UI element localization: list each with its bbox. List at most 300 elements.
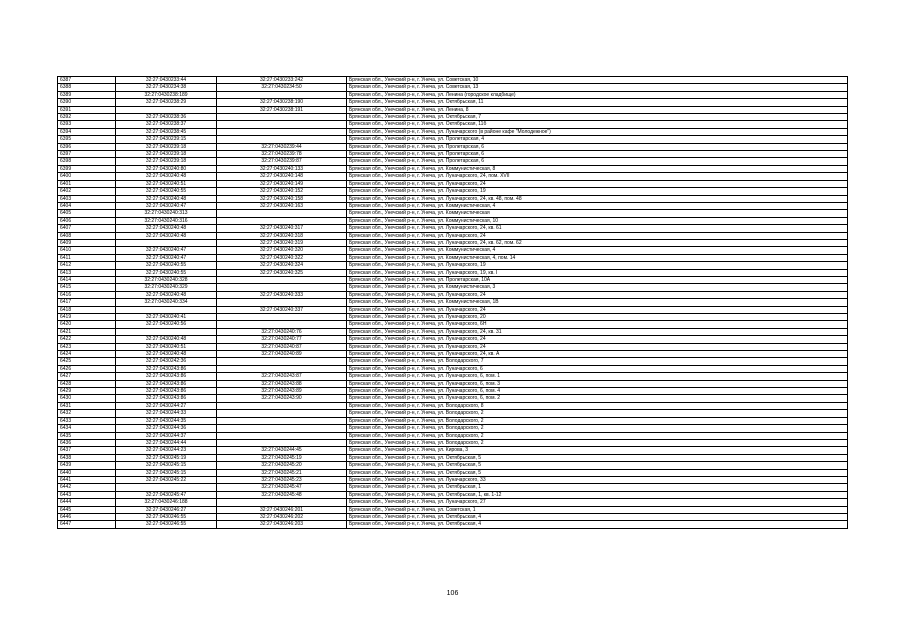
cell-address: Брянская обл., Унечский р-н, г. Унеча, ул. Луначарского, 24, пом. XVII bbox=[347, 173, 848, 180]
cell-id: 6423 bbox=[58, 343, 116, 350]
cell-address: Брянская обл., Унечский р-н, г. Унеча, ул. Октябрьская, 5 bbox=[347, 462, 848, 469]
table-row bbox=[58, 417, 848, 424]
cell-cadastral-2 bbox=[217, 417, 347, 424]
table-row bbox=[58, 462, 848, 469]
cell-id: 6405 bbox=[58, 210, 116, 217]
cell-cadastral-2: 32:27:0430239:87 bbox=[217, 158, 347, 165]
cell-address: Брянская обл., Унечский р-н, г. Унеча, ул. Володарского, 2 bbox=[347, 439, 848, 446]
cell-cadastral-1: 32:27:0430240:47 bbox=[116, 254, 217, 261]
cell-address: Брянская обл., Унечский р-н, г. Унеча, ул. Луначарского, 6Н bbox=[347, 321, 848, 328]
table-row bbox=[58, 276, 848, 283]
cell-id: 6438 bbox=[58, 454, 116, 461]
cell-id: 6391 bbox=[58, 106, 116, 113]
cell-address: Брянская обл., Унечский р-н, г. Унеча, ул. Луначарского, 19 bbox=[347, 188, 848, 195]
cell-cadastral-1: 32:27:0430240:329 bbox=[116, 284, 217, 291]
cell-id: 6418 bbox=[58, 306, 116, 313]
cell-address: Брянская обл., Унечский р-н, г. Унеча, ул. Луначарского, 24 bbox=[347, 336, 848, 343]
cell-cadastral-1: 32:27:0430234:38 bbox=[116, 84, 217, 91]
cell-address: Брянская обл., Унечский р-н, г. Унеча, ул. Пролетарская, 4 bbox=[347, 136, 848, 143]
cell-cadastral-2: 32:27:0430240:76 bbox=[217, 328, 347, 335]
cell-cadastral-1: 32:27:0430240:48 bbox=[116, 195, 217, 202]
cell-cadastral-1: 32:27:0430246:55 bbox=[116, 513, 217, 520]
cell-cadastral-2 bbox=[217, 114, 347, 121]
cadastral-table bbox=[57, 76, 848, 529]
cell-cadastral-1: 32:27:0430243:86 bbox=[116, 373, 217, 380]
cell-cadastral-2 bbox=[217, 284, 347, 291]
cell-cadastral-1: 32:27:0430245:15 bbox=[116, 469, 217, 476]
cell-cadastral-1: 32:27:0430240:313 bbox=[116, 210, 217, 217]
cell-cadastral-2 bbox=[217, 91, 347, 98]
table-row bbox=[58, 84, 848, 91]
cell-address: Брянская обл., Унечский р-н, г. Унеча, ул. Октябрьская, 1 bbox=[347, 484, 848, 491]
cell-cadastral-1: 32:27:0430246:188 bbox=[116, 499, 217, 506]
table-row bbox=[58, 99, 848, 106]
cell-cadastral-2: 32:27:0430240:89 bbox=[217, 351, 347, 358]
cell-address: Брянская обл., Унечский р-н, г. Унеча, ул. Пролетарская, 6 bbox=[347, 143, 848, 150]
cell-cadastral-1: 32:27:0430243:86 bbox=[116, 395, 217, 402]
table-row bbox=[58, 269, 848, 276]
cell-cadastral-2 bbox=[217, 358, 347, 365]
cell-cadastral-2: 32:27:0430244:45 bbox=[217, 447, 347, 454]
table-row bbox=[58, 454, 848, 461]
cell-address: Брянская обл., Унечский р-н, г. Унеча, ул. Коммунистическая, 8 bbox=[347, 165, 848, 172]
cell-id: 6426 bbox=[58, 365, 116, 372]
table-row bbox=[58, 358, 848, 365]
cell-cadastral-1: 32:27:0430238:36 bbox=[116, 114, 217, 121]
cell-cadastral-1: 32:27:0430243:86 bbox=[116, 365, 217, 372]
table-row bbox=[58, 143, 848, 150]
table-body bbox=[58, 77, 848, 529]
cell-address: Брянская обл., Унечский р-н, г. Унеча, ул. Октябрьская, 5 bbox=[347, 469, 848, 476]
cell-id: 6416 bbox=[58, 291, 116, 298]
cell-address: Брянская обл., Унечский р-н, г. Унеча, ул. Луначарского, 6, пом. 3 bbox=[347, 380, 848, 387]
cell-address: Брянская обл., Унечский р-н, г. Унеча, ул. Коммунистическая, 1В bbox=[347, 299, 848, 306]
cell-id: 6436 bbox=[58, 439, 116, 446]
cell-cadastral-2 bbox=[217, 210, 347, 217]
cell-cadastral-2: 32:27:0430240:87 bbox=[217, 343, 347, 350]
cell-address: Брянская обл., Унечский р-н, г. Унеча, ул. Луначарского, 24, кв. А bbox=[347, 351, 848, 358]
table-row bbox=[58, 262, 848, 269]
cell-cadastral-1: 32:27:0430240:55 bbox=[116, 262, 217, 269]
cell-cadastral-1: 32:27:0430240:328 bbox=[116, 276, 217, 283]
cell-id: 6392 bbox=[58, 114, 116, 121]
cell-cadastral-1 bbox=[116, 306, 217, 313]
table-row bbox=[58, 158, 848, 165]
cell-cadastral-2 bbox=[217, 432, 347, 439]
page-number: 106 bbox=[446, 590, 459, 597]
cell-cadastral-2: 32:27:0430239:78 bbox=[217, 151, 347, 158]
cell-cadastral-2 bbox=[217, 217, 347, 224]
cell-cadastral-2: 32:27:0430240:77 bbox=[217, 336, 347, 343]
cell-address: Брянская обл., Унечский р-н, г. Унеча, ул. Ленина (городское кладбище) bbox=[347, 91, 848, 98]
cell-cadastral-2: 32:27:0430245:48 bbox=[217, 491, 347, 498]
table-row bbox=[58, 173, 848, 180]
table-row bbox=[58, 217, 848, 224]
cell-cadastral-1: 32:27:0430239:18 bbox=[116, 143, 217, 150]
cell-address: Брянская обл., Унечский р-н, г. Унеча, ул. Володарского, 2 bbox=[347, 410, 848, 417]
cell-cadastral-2: 32:27:0430234:50 bbox=[217, 84, 347, 91]
cell-cadastral-2 bbox=[217, 425, 347, 432]
cell-cadastral-2: 32:27:0430246:202 bbox=[217, 513, 347, 520]
cell-cadastral-2: 32:27:0430240:318 bbox=[217, 232, 347, 239]
cell-id: 6445 bbox=[58, 506, 116, 513]
cell-cadastral-2: 32:27:0430245:21 bbox=[217, 469, 347, 476]
cell-address: Брянская обл., Унечский р-н, г. Унеча, ул. Кирова, 3 bbox=[347, 447, 848, 454]
cell-cadastral-1: 32:27:0430245:22 bbox=[116, 476, 217, 483]
cell-id: 6412 bbox=[58, 262, 116, 269]
table-row bbox=[58, 513, 848, 520]
cell-id: 6399 bbox=[58, 165, 116, 172]
cell-cadastral-1: 32:27:0430246:55 bbox=[116, 521, 217, 528]
cell-cadastral-1: 32:27:0430238:45 bbox=[116, 128, 217, 135]
cell-id: 6415 bbox=[58, 284, 116, 291]
cell-address: Брянская обл., Унечский р-н, г. Унеча, ул. Луначарского, 24 bbox=[347, 291, 848, 298]
cell-cadastral-1: 32:27:0430240:334 bbox=[116, 299, 217, 306]
cell-address: Брянская обл., Унечский р-н, г. Унеча, ул. Луначарского, 24 bbox=[347, 232, 848, 239]
cell-id: 6439 bbox=[58, 462, 116, 469]
table-row bbox=[58, 476, 848, 483]
cell-cadastral-1: 32:27:0430245:19 bbox=[116, 454, 217, 461]
cell-cadastral-1: 32:27:0430240:48 bbox=[116, 232, 217, 239]
cell-cadastral-2: 32:27:0430240:152 bbox=[217, 188, 347, 195]
cell-id: 6425 bbox=[58, 358, 116, 365]
table-row bbox=[58, 128, 848, 135]
cell-id: 6417 bbox=[58, 299, 116, 306]
cell-id: 6414 bbox=[58, 276, 116, 283]
table-row bbox=[58, 351, 848, 358]
table-row bbox=[58, 484, 848, 491]
cell-cadastral-2: 32:27:0430240:324 bbox=[217, 262, 347, 269]
cell-address: Брянская обл., Унечский р-н, г. Унеча, ул. Луначарского, 19, кв. I bbox=[347, 269, 848, 276]
cell-cadastral-2: 32:27:0430243:87 bbox=[217, 373, 347, 380]
table-row bbox=[58, 373, 848, 380]
table-row bbox=[58, 114, 848, 121]
table-row bbox=[58, 328, 848, 335]
cell-cadastral-2 bbox=[217, 128, 347, 135]
cell-cadastral-1: 32:27:0430240:55 bbox=[116, 269, 217, 276]
cell-id: 6397 bbox=[58, 151, 116, 158]
cell-cadastral-2: 32:27:0430243:88 bbox=[217, 380, 347, 387]
cell-id: 6419 bbox=[58, 314, 116, 321]
cell-id: 6394 bbox=[58, 128, 116, 135]
cell-cadastral-1: 32:27:0430244:44 bbox=[116, 439, 217, 446]
cell-address: Брянская обл., Унечский р-н, г. Унеча, ул. Советская, 13 bbox=[347, 84, 848, 91]
cell-address: Брянская обл., Унечский р-н, г. Унеча, ул. Луначарского, 33 bbox=[347, 476, 848, 483]
cell-cadastral-2: 32:27:0430246:203 bbox=[217, 521, 347, 528]
cell-address: Брянская обл., Унечский р-н, г. Унеча, ул. Коммунистическая, 4, пом. 14 bbox=[347, 254, 848, 261]
cell-id: 6390 bbox=[58, 99, 116, 106]
cell-id: 6407 bbox=[58, 225, 116, 232]
table-row bbox=[58, 425, 848, 432]
cell-cadastral-2: 32:27:0430246:201 bbox=[217, 506, 347, 513]
cell-cadastral-1: 32:27:0430239:18 bbox=[116, 151, 217, 158]
cell-address: Брянская обл., Унечский р-н, г. Унеча, ул. Октябрьская, 11 bbox=[347, 99, 848, 106]
cell-id: 6420 bbox=[58, 321, 116, 328]
cell-cadastral-1: 32:27:0430240:316 bbox=[116, 217, 217, 224]
table-row bbox=[58, 151, 848, 158]
cell-cadastral-2: 32:27:0430240:337 bbox=[217, 306, 347, 313]
cell-address: Брянская обл., Унечский р-н, г. Унеча, ул. Октябрьская, 5 bbox=[347, 454, 848, 461]
cell-address: Брянская обл., Унечский р-н, г. Унеча, ул. Октябрьская, 4 bbox=[347, 513, 848, 520]
cell-cadastral-1: 32:27:0430240:51 bbox=[116, 180, 217, 187]
cell-cadastral-2: 32:27:0430240:320 bbox=[217, 247, 347, 254]
cell-address: Брянская обл., Унечский р-н, г. Унеча, ул. Луначарского, 24 bbox=[347, 180, 848, 187]
cell-id: 6395 bbox=[58, 136, 116, 143]
cell-cadastral-1: 32:27:0430240:51 bbox=[116, 343, 217, 350]
cell-id: 6408 bbox=[58, 232, 116, 239]
table-row bbox=[58, 432, 848, 439]
cell-address: Брянская обл., Унечский р-н, г. Унеча, ул. Луначарского, 24, кв. 31 bbox=[347, 328, 848, 335]
cell-cadastral-1: 32:27:0430240:47 bbox=[116, 202, 217, 209]
cell-address: Брянская обл., Унечский р-н, г. Унеча, ул. Советская, 1 bbox=[347, 506, 848, 513]
cell-cadastral-2: 32:27:0430243:90 bbox=[217, 395, 347, 402]
table-row bbox=[58, 343, 848, 350]
cell-cadastral-1: 32:27:0430244:23 bbox=[116, 447, 217, 454]
table-row bbox=[58, 165, 848, 172]
table-row bbox=[58, 388, 848, 395]
cell-cadastral-2 bbox=[217, 276, 347, 283]
cell-cadastral-2 bbox=[217, 136, 347, 143]
cell-cadastral-2 bbox=[217, 321, 347, 328]
table-row bbox=[58, 239, 848, 246]
cell-address: Брянская обл., Унечский р-н, г. Унеча, ул. Луначарского, 6, пом. 2 bbox=[347, 395, 848, 402]
cell-id: 6413 bbox=[58, 269, 116, 276]
cell-address: Брянская обл., Унечский р-н, г. Унеча, ул. Пролетарская, 10А bbox=[347, 276, 848, 283]
cell-cadastral-1: 32:27:0430240:56 bbox=[116, 321, 217, 328]
cell-cadastral-2 bbox=[217, 121, 347, 128]
cell-cadastral-2: 32:27:0430240:325 bbox=[217, 269, 347, 276]
cell-cadastral-1 bbox=[116, 484, 217, 491]
cell-cadastral-1: 32:27:0430240:80 bbox=[116, 165, 217, 172]
table-row bbox=[58, 180, 848, 187]
cell-address: Брянская обл., Унечский р-н, г. Унеча, ул. Луначарского, 24, кв. 62, пом. 62 bbox=[347, 239, 848, 246]
cell-id: 6404 bbox=[58, 202, 116, 209]
table-row bbox=[58, 469, 848, 476]
cell-address: Брянская обл., Унечский р-н, г. Унеча, ул. Советская, 10 bbox=[347, 77, 848, 84]
cell-id: 6400 bbox=[58, 173, 116, 180]
cell-address: Брянская обл., Унечский р-н, г. Унеча, ул. Ленина, 8 bbox=[347, 106, 848, 113]
cell-address: Брянская обл., Унечский р-н, г. Унеча, ул. Луначарского, 27 bbox=[347, 499, 848, 506]
cell-cadastral-1: 32:27:0430239:15 bbox=[116, 136, 217, 143]
cell-id: 6433 bbox=[58, 417, 116, 424]
table-row bbox=[58, 321, 848, 328]
cell-cadastral-1: 32:27:0430245:47 bbox=[116, 491, 217, 498]
cell-cadastral-2: 32:27:0430240:149 bbox=[217, 180, 347, 187]
cell-cadastral-2 bbox=[217, 299, 347, 306]
cell-id: 6410 bbox=[58, 247, 116, 254]
cell-cadastral-1: 32:27:0430244:35 bbox=[116, 417, 217, 424]
cell-address: Брянская обл., Унечский р-н, г. Унеча, ул. Володарского, 8 bbox=[347, 402, 848, 409]
cell-cadastral-1: 32:27:0430244:27 bbox=[116, 402, 217, 409]
cell-address: Брянская обл., Унечский р-н, г. Унеча, ул. Коммунистическая, 3 bbox=[347, 284, 848, 291]
cell-address: Брянская обл., Унечский р-н, г. Унеча, ул. Пролетарская, 6 bbox=[347, 158, 848, 165]
cell-address: Брянская обл., Унечский р-н, г. Унеча, ул. Октябрьская, 7 bbox=[347, 114, 848, 121]
cell-cadastral-2: 32:27:0430240:333 bbox=[217, 291, 347, 298]
cell-id: 6434 bbox=[58, 425, 116, 432]
cell-id: 6393 bbox=[58, 121, 116, 128]
table-row bbox=[58, 210, 848, 217]
table-row bbox=[58, 254, 848, 261]
cell-cadastral-1: 32:27:0430244:36 bbox=[116, 425, 217, 432]
cell-cadastral-1: 32:27:0430239:18 bbox=[116, 158, 217, 165]
cell-cadastral-1: 32:27:0430240:48 bbox=[116, 225, 217, 232]
cell-cadastral-1: 32:27:0430240:41 bbox=[116, 314, 217, 321]
cell-cadastral-2: 32:27:0430240:163 bbox=[217, 202, 347, 209]
table-row bbox=[58, 306, 848, 313]
table-row bbox=[58, 121, 848, 128]
cell-id: 6427 bbox=[58, 373, 116, 380]
cell-id: 6446 bbox=[58, 513, 116, 520]
cell-id: 6411 bbox=[58, 254, 116, 261]
cell-cadastral-1: 32:27:0430240:55 bbox=[116, 188, 217, 195]
cell-id: 6421 bbox=[58, 328, 116, 335]
cell-cadastral-1: 32:27:0430233:44 bbox=[116, 77, 217, 84]
cell-cadastral-2 bbox=[217, 314, 347, 321]
cell-address: Брянская обл., Унечский р-н, г. Унеча, ул. Пролетарская, 6 bbox=[347, 151, 848, 158]
cell-id: 6431 bbox=[58, 402, 116, 409]
cell-id: 6398 bbox=[58, 158, 116, 165]
cell-cadastral-2: 32:27:0430245:23 bbox=[217, 476, 347, 483]
cell-cadastral-2: 32:27:0430233:242 bbox=[217, 77, 347, 84]
cell-cadastral-1: 32:27:0430244:33 bbox=[116, 410, 217, 417]
cell-id: 6387 bbox=[58, 77, 116, 84]
document-table-container bbox=[57, 76, 847, 529]
cell-cadastral-1: 32:27:0430240:48 bbox=[116, 336, 217, 343]
table-row bbox=[58, 106, 848, 113]
table-row bbox=[58, 410, 848, 417]
cell-id: 6406 bbox=[58, 217, 116, 224]
cell-cadastral-1: 32:27:0430238:189 bbox=[116, 91, 217, 98]
table-row bbox=[58, 136, 848, 143]
cell-id: 6430 bbox=[58, 395, 116, 402]
table-row bbox=[58, 491, 848, 498]
cell-address: Брянская обл., Унечский р-н, г. Унеча, ул. Володарского, 2 bbox=[347, 432, 848, 439]
cell-cadastral-1: 32:27:0430243:86 bbox=[116, 388, 217, 395]
table-row bbox=[58, 336, 848, 343]
cell-cadastral-2: 32:27:0430240:322 bbox=[217, 254, 347, 261]
table-row bbox=[58, 395, 848, 402]
cell-id: 6444 bbox=[58, 499, 116, 506]
cell-id: 6422 bbox=[58, 336, 116, 343]
cell-cadastral-2 bbox=[217, 410, 347, 417]
cell-cadastral-2 bbox=[217, 365, 347, 372]
cell-cadastral-2: 32:27:0430240:148 bbox=[217, 173, 347, 180]
cell-address: Брянская обл., Унечский р-н, г. Унеча, ул. Октябрьская, 11б bbox=[347, 121, 848, 128]
cell-cadastral-2: 32:27:0430245:19 bbox=[217, 454, 347, 461]
cell-address: Брянская обл., Унечский р-н, г. Унеча, ул. Луначарского, 19 bbox=[347, 262, 848, 269]
cell-id: 6409 bbox=[58, 239, 116, 246]
table-row bbox=[58, 439, 848, 446]
cell-address: Брянская обл., Унечский р-н, г. Унеча, ул. Луначарского, 20 bbox=[347, 314, 848, 321]
cell-id: 6402 bbox=[58, 188, 116, 195]
table-row bbox=[58, 506, 848, 513]
cell-cadastral-1: 32:27:0430240:48 bbox=[116, 173, 217, 180]
cell-cadastral-1: 32:27:0430244:37 bbox=[116, 432, 217, 439]
table-row bbox=[58, 188, 848, 195]
cell-id: 6396 bbox=[58, 143, 116, 150]
cell-id: 6401 bbox=[58, 180, 116, 187]
cell-id: 6428 bbox=[58, 380, 116, 387]
cell-address: Брянская обл., Унечский р-н, г. Унеча, ул. Луначарского, 24 bbox=[347, 306, 848, 313]
cell-address: Брянская обл., Унечский р-н, г. Унеча, ул. Луначарского, 6 bbox=[347, 365, 848, 372]
cell-cadastral-1: 32:27:0430246:27 bbox=[116, 506, 217, 513]
table-row bbox=[58, 499, 848, 506]
table-row bbox=[58, 380, 848, 387]
cell-address: Брянская обл., Унечский р-н, г. Унеча, ул. Володарского, 2 bbox=[347, 425, 848, 432]
table-row bbox=[58, 284, 848, 291]
table-row bbox=[58, 247, 848, 254]
cell-cadastral-1: 32:27:0430245:15 bbox=[116, 462, 217, 469]
cell-address: Брянская обл., Унечский р-н, г. Унеча, ул. Коммунистическая bbox=[347, 210, 848, 217]
cell-id: 6441 bbox=[58, 476, 116, 483]
cell-address: Брянская обл., Унечский р-н, г. Унеча, ул. Луначарского, 24, кв. 48, пом. 48 bbox=[347, 195, 848, 202]
cell-cadastral-2: 32:27:0430240:158 bbox=[217, 195, 347, 202]
table-row bbox=[58, 91, 848, 98]
table-row bbox=[58, 447, 848, 454]
cell-address: Брянская обл., Унечский р-н, г. Унеча, ул. Луначарского, 24 bbox=[347, 343, 848, 350]
cell-address: Брянская обл., Унечский р-н, г. Унеча, ул. Луначарского, 24, кв. 61 bbox=[347, 225, 848, 232]
table-row bbox=[58, 232, 848, 239]
cell-id: 6424 bbox=[58, 351, 116, 358]
cell-cadastral-2: 32:27:0430240:319 bbox=[217, 239, 347, 246]
cell-address: Брянская обл., Унечский р-н, г. Унеча, ул. Луначарского, 6, пом. 4 bbox=[347, 388, 848, 395]
table-row bbox=[58, 365, 848, 372]
cell-address: Брянская обл., Унечский р-н, г. Унеча, ул. Коммунистическая, 4 bbox=[347, 202, 848, 209]
table-row bbox=[58, 77, 848, 84]
cell-cadastral-1: 32:27:0430238:37 bbox=[116, 121, 217, 128]
cell-address: Брянская обл., Унечский р-н, г. Унеча, ул. Коммунистическая, 10 bbox=[347, 217, 848, 224]
cell-address: Брянская обл., Унечский р-н, г. Унеча, ул. Коммунистическая, 4 bbox=[347, 247, 848, 254]
table-row bbox=[58, 291, 848, 298]
cell-cadastral-2: 32:27:0430238:191 bbox=[217, 106, 347, 113]
cell-cadastral-1: 32:27:0430243:86 bbox=[116, 380, 217, 387]
cell-cadastral-2: 32:27:0430245:20 bbox=[217, 462, 347, 469]
cell-cadastral-1: 32:27:0430240:47 bbox=[116, 247, 217, 254]
cell-cadastral-1: 32:27:0430242:36 bbox=[116, 358, 217, 365]
cell-cadastral-1: 32:27:0430238:29 bbox=[116, 99, 217, 106]
table-row bbox=[58, 225, 848, 232]
cell-id: 6389 bbox=[58, 91, 116, 98]
cell-cadastral-1: 32:27:0430240:48 bbox=[116, 351, 217, 358]
cell-id: 6403 bbox=[58, 195, 116, 202]
cell-cadastral-2: 32:27:0430240:133 bbox=[217, 165, 347, 172]
cell-address: Брянская обл., Унечский р-н, г. Унеча, ул. Луначарского (в районе кафе "Молодежное") bbox=[347, 128, 848, 135]
cell-id: 6443 bbox=[58, 491, 116, 498]
cell-cadastral-2 bbox=[217, 439, 347, 446]
cell-cadastral-1 bbox=[116, 328, 217, 335]
cell-cadastral-1 bbox=[116, 106, 217, 113]
cell-address: Брянская обл., Унечский р-н, г. Унеча, ул. Октябрьская, 1, кв. 1-12 bbox=[347, 491, 848, 498]
table-row bbox=[58, 195, 848, 202]
cell-cadastral-2 bbox=[217, 402, 347, 409]
table-row bbox=[58, 402, 848, 409]
cell-cadastral-2: 32:27:0430239:44 bbox=[217, 143, 347, 150]
cell-id: 6429 bbox=[58, 388, 116, 395]
cell-address: Брянская обл., Унечский р-н, г. Унеча, ул. Володарского, 2 bbox=[347, 417, 848, 424]
cell-cadastral-2: 32:27:0430238:190 bbox=[217, 99, 347, 106]
table-row bbox=[58, 314, 848, 321]
cell-id: 6388 bbox=[58, 84, 116, 91]
cell-address: Брянская обл., Унечский р-н, г. Унеча, ул. Володарского, 7 bbox=[347, 358, 848, 365]
cell-id: 6447 bbox=[58, 521, 116, 528]
cell-cadastral-1 bbox=[116, 239, 217, 246]
cell-address: Брянская обл., Унечский р-н, г. Унеча, ул. Луначарского, 6, пом. 1 bbox=[347, 373, 848, 380]
table-row bbox=[58, 299, 848, 306]
cell-cadastral-2: 32:27:0430245:47 bbox=[217, 484, 347, 491]
cell-id: 6435 bbox=[58, 432, 116, 439]
table-row bbox=[58, 521, 848, 528]
cell-id: 6440 bbox=[58, 469, 116, 476]
